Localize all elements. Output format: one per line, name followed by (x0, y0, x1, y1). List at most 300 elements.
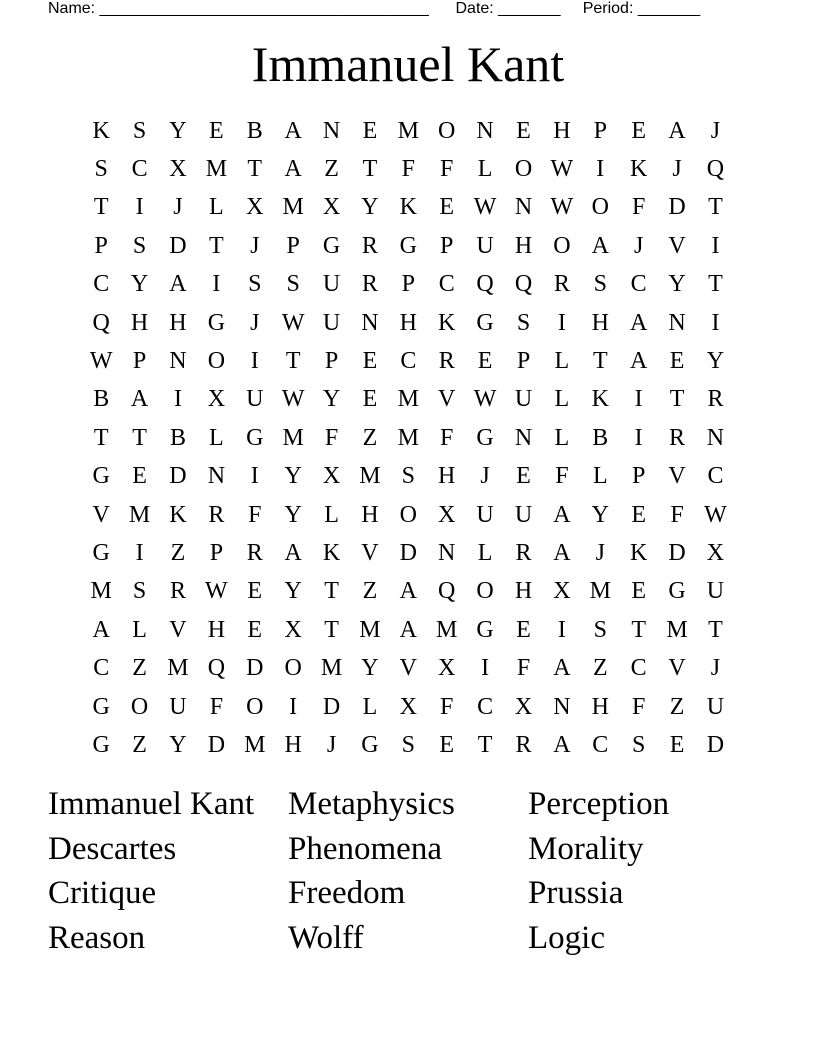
grid-letter: S (286, 271, 300, 298)
grid-letter: M (436, 616, 458, 643)
grid-letter: G (246, 424, 264, 451)
grid-row (82, 726, 735, 764)
grid-letter: C (630, 655, 647, 682)
grid-letter: A (92, 616, 110, 643)
grid-letter: N (322, 117, 341, 144)
grid-row (82, 496, 735, 534)
grid-row (82, 573, 735, 611)
grid-letter: V (668, 232, 686, 259)
grid-letter: K (92, 117, 110, 144)
grid-letter: I (557, 616, 566, 643)
grid-letter: H (591, 309, 609, 336)
grid-letter: E (439, 731, 455, 758)
grid-letter: G (399, 232, 417, 259)
grid-letter: G (476, 616, 494, 643)
grid-letter: L (362, 693, 378, 720)
grid-letter: K (438, 309, 456, 336)
grid-letter: C (438, 271, 455, 298)
grid-letter: U (169, 693, 187, 720)
grid-letter: G (207, 309, 226, 336)
grid-letter: Q (92, 309, 110, 336)
grid-letter: H (514, 578, 533, 605)
grid-letter: S (132, 232, 147, 259)
grid-letter: I (135, 539, 144, 566)
grid-letter: O (207, 348, 226, 375)
grid-letter: H (399, 309, 417, 336)
grid-letter: W (473, 386, 497, 413)
grid-letter: E (516, 117, 531, 144)
grid-letter: V (361, 539, 379, 566)
grid-letter: Z (170, 539, 186, 566)
grid-letter: K (322, 539, 341, 566)
grid-letter: P (94, 232, 108, 259)
grid-letter: T (324, 616, 339, 643)
grid-letter: T (708, 271, 723, 298)
grid-letter: B (169, 424, 186, 451)
grid-letter: I (634, 424, 643, 451)
grid-letter: M (244, 731, 266, 758)
grid-letter: L (209, 424, 224, 451)
grid-letter: E (209, 117, 224, 144)
grid-letter: X (284, 616, 302, 643)
grid-letter: X (169, 156, 187, 183)
grid-letter: A (553, 731, 571, 758)
grid-letter: B (93, 386, 110, 413)
grid-letter: G (92, 731, 110, 758)
grid-letter: F (209, 693, 224, 720)
grid-letter: R (438, 348, 455, 375)
grid-letter: M (359, 463, 381, 490)
grid-letter: I (711, 309, 720, 336)
grid-letter: E (669, 348, 685, 375)
grid-letter: M (397, 424, 419, 451)
grid-letter: A (399, 578, 417, 605)
grid-letter: M (589, 578, 611, 605)
grid-letter: Y (591, 501, 609, 528)
grid-letter: T (592, 348, 608, 375)
grid-letter: F (401, 156, 415, 183)
grid-letter: Y (706, 348, 725, 375)
page-title: Immanuel Kant (251, 36, 565, 92)
grid-letter: U (246, 386, 264, 413)
grid-letter: A (591, 232, 609, 259)
grid-letter: K (169, 501, 187, 528)
grid-letter: J (250, 232, 260, 259)
grid-letter: T (247, 156, 263, 183)
word-list-item: Wolff (288, 920, 364, 957)
word-list-item: Freedom (288, 875, 406, 912)
grid-letter: J (710, 655, 721, 682)
grid-letter: G (476, 309, 494, 336)
grid-letter: J (250, 309, 260, 336)
grid-letter: W (550, 194, 574, 221)
grid-letter: Y (284, 463, 302, 490)
grid-letter: A (668, 117, 686, 144)
grid-letter: X (246, 194, 264, 221)
grid-letter: B (246, 117, 263, 144)
grid-letter: C (592, 731, 609, 758)
grid-letter: L (132, 616, 147, 643)
grid-letter: R (515, 731, 532, 758)
grid-letter: T (362, 156, 378, 183)
grid-letter: O (438, 117, 456, 144)
grid-letter: R (553, 271, 570, 298)
grid-letter: U (706, 693, 725, 720)
grid-row (82, 649, 735, 687)
grid-letter: E (669, 731, 685, 758)
date-line: _______ (493, 0, 561, 17)
grid-letter: V (169, 616, 187, 643)
grid-letter: N (553, 693, 571, 720)
grid-letter: Q (514, 271, 533, 298)
grid-letter: E (439, 194, 455, 221)
grid-letter: R (361, 232, 378, 259)
date-label: Date: (455, 0, 494, 17)
grid-letter: P (516, 348, 531, 375)
grid-letter: T (93, 194, 109, 221)
grid-letter: F (324, 424, 339, 451)
grid-letter: H (438, 463, 456, 490)
grid-letter: K (399, 194, 417, 221)
grid-letter: E (631, 117, 646, 144)
grid-letter: T (324, 578, 339, 605)
period-line: _______ (633, 0, 701, 17)
grid-row (82, 150, 735, 188)
grid-letter: D (706, 731, 725, 758)
grid-letter: D (399, 539, 417, 566)
grid-letter: J (480, 463, 490, 490)
grid-letter: O (284, 655, 302, 682)
grid-row (82, 611, 735, 649)
grid-letter: U (322, 309, 341, 336)
grid-letter: V (668, 655, 686, 682)
grid-letter: R (246, 539, 263, 566)
grid-letter: L (592, 463, 608, 490)
word-list-item: Prussia (528, 875, 624, 912)
grid-letter: R (515, 539, 532, 566)
grid-letter: J (633, 232, 644, 259)
grid-letter: X (514, 693, 533, 720)
grid-letter: R (361, 271, 378, 298)
grid-letter: Z (362, 424, 378, 451)
grid-letter: M (397, 117, 419, 144)
grid-letter: S (401, 731, 415, 758)
grid-letter: P (209, 539, 224, 566)
grid-letter: X (322, 194, 341, 221)
grid-letter: F (631, 194, 646, 221)
grid-letter: V (92, 501, 110, 528)
grid-letter: C (131, 156, 148, 183)
grid-letter: L (209, 194, 224, 221)
grid-letter: D (207, 731, 226, 758)
grid-letter: U (322, 271, 341, 298)
grid-letter: C (400, 348, 417, 375)
grid-row (82, 688, 735, 726)
word-list-item: Phenomena (288, 830, 442, 867)
word-list-item: Perception (528, 786, 670, 822)
grid-row (82, 189, 735, 227)
grid-letter: N (169, 348, 187, 375)
grid-letter: D (169, 232, 187, 259)
grid-letter: F (440, 156, 454, 183)
grid-row (82, 227, 735, 265)
grid-letter: I (250, 463, 259, 490)
grid-letter: N (361, 309, 379, 336)
grid-letter: Y (130, 271, 149, 298)
grid-letter: J (710, 117, 721, 144)
grid-letter: H (514, 232, 533, 259)
grid-letter: Z (362, 578, 378, 605)
grid-row (82, 534, 735, 572)
grid-letter: Q (207, 655, 226, 682)
grid-letter: A (284, 117, 302, 144)
grid-letter: N (706, 424, 725, 451)
grid-letter: P (631, 463, 646, 490)
grid-letter: K (629, 156, 648, 183)
grid-letter: H (284, 731, 302, 758)
grid-letter: Y (284, 578, 302, 605)
grid-letter: H (207, 616, 226, 643)
grid-letter: T (669, 386, 685, 413)
grid-letter: V (668, 463, 686, 490)
grid-letter: H (130, 309, 149, 336)
grid-letter: E (247, 578, 263, 605)
grid-letter: G (92, 463, 110, 490)
grid-letter: R (169, 578, 186, 605)
grid-row (82, 419, 735, 457)
grid-letter: Y (284, 501, 302, 528)
grid-letter: X (399, 693, 417, 720)
grid-letter: J (595, 539, 605, 566)
grid-letter: O (553, 232, 571, 259)
grid-letter: R (208, 501, 225, 528)
grid-letter: C (93, 271, 110, 298)
grid-letter: C (630, 271, 647, 298)
grid-letter: O (246, 693, 264, 720)
grid-letter: S (94, 156, 108, 183)
grid-letter: G (668, 578, 686, 605)
grid-letter: C (477, 693, 494, 720)
grid-letter: F (440, 693, 454, 720)
grid-letter: L (324, 501, 339, 528)
grid-row (82, 266, 735, 304)
grid-letter: J (326, 731, 337, 758)
word-list (48, 782, 768, 961)
grid-letter: X (553, 578, 571, 605)
grid-letter: G (476, 424, 494, 451)
grid-letter: N (476, 117, 494, 144)
grid-letter: R (669, 424, 686, 451)
grid-letter: G (361, 731, 379, 758)
grid-letter: A (399, 616, 417, 643)
grid-letter: P (593, 117, 607, 144)
grid-letter: F (248, 501, 262, 528)
grid-letter: A (629, 348, 648, 375)
grid-letter: I (135, 194, 144, 221)
word-list-item: Metaphysics (288, 786, 455, 822)
grid-letter: K (629, 539, 648, 566)
grid-letter: T (708, 194, 723, 221)
grid-letter: L (554, 386, 570, 413)
period-label: Period: (582, 0, 634, 17)
grid-letter: M (320, 655, 343, 682)
grid-letter: L (477, 539, 493, 566)
grid-letter: E (132, 463, 147, 490)
word-list-item: Logic (528, 920, 605, 957)
grid-letter: S (132, 117, 147, 144)
grid-letter: K (591, 386, 609, 413)
word-list-item: Reason (48, 920, 146, 957)
grid-letter: W (550, 156, 574, 183)
grid-letter: W (704, 501, 727, 528)
grid-letter: I (711, 232, 720, 259)
grid-letter: M (282, 194, 304, 221)
grid-letter: Y (361, 655, 379, 682)
grid-letter: I (212, 271, 221, 298)
grid-letter: H (553, 117, 571, 144)
grid-letter: I (173, 386, 182, 413)
grid-letter: C (707, 463, 724, 490)
grid-letter: T (708, 616, 723, 643)
letter-grid (82, 112, 735, 765)
grid-letter: L (554, 348, 570, 375)
grid-row (82, 112, 735, 150)
grid-letter: Q (476, 271, 494, 298)
grid-letter: W (473, 194, 497, 221)
grid-letter: L (477, 156, 493, 183)
grid-letter: X (207, 386, 226, 413)
grid-letter: X (706, 539, 725, 566)
grid-letter: M (359, 616, 381, 643)
grid-letter: U (706, 578, 725, 605)
grid-letter: T (631, 616, 646, 643)
name-line: _____________________________________ (95, 0, 429, 17)
grid-letter: S (248, 271, 262, 298)
grid-letter: P (286, 232, 300, 259)
grid-letter: Y (322, 386, 341, 413)
grid-letter: J (672, 156, 682, 183)
grid-letter: E (362, 117, 378, 144)
grid-letter: A (553, 501, 571, 528)
grid-letter: O (591, 194, 609, 221)
grid-letter: H (361, 501, 379, 528)
grid-letter: E (362, 348, 378, 375)
grid-letter: X (438, 655, 456, 682)
grid-letter: O (514, 156, 533, 183)
grid-letter: T (477, 731, 493, 758)
grid-letter: Y (668, 271, 686, 298)
grid-letter: O (399, 501, 417, 528)
grid-letter: O (476, 578, 494, 605)
grid-letter: F (670, 501, 684, 528)
grid-letter: E (631, 501, 646, 528)
grid-letter: W (281, 309, 305, 336)
grid-letter: M (282, 424, 304, 451)
grid-letter: E (516, 463, 531, 490)
grid-letter: F (555, 463, 569, 490)
word-list-item: Descartes (48, 830, 177, 867)
grid-letter: S (593, 271, 607, 298)
grid-letter: G (322, 232, 341, 259)
grid-letter: J (173, 194, 183, 221)
grid-letter: Z (132, 731, 147, 758)
grid-letter: W (205, 578, 228, 605)
grid-letter: Y (361, 194, 379, 221)
grid-letter: W (89, 348, 113, 375)
grid-letter: E (362, 386, 378, 413)
grid-letter: S (593, 616, 607, 643)
grid-letter: E (477, 348, 493, 375)
grid-letter: P (401, 271, 415, 298)
grid-letter: M (397, 386, 419, 413)
grid-letter: M (90, 578, 112, 605)
grid-letter: G (92, 693, 110, 720)
grid-letter: U (514, 501, 533, 528)
grid-letter: Q (438, 578, 456, 605)
grid-letter: D (668, 194, 686, 221)
grid-letter: D (322, 693, 341, 720)
grid-letter: S (516, 309, 531, 336)
grid-letter: P (440, 232, 454, 259)
grid-letter: U (476, 501, 494, 528)
grid-letter: A (553, 655, 571, 682)
grid-letter: F (631, 693, 646, 720)
grid-letter: M (167, 655, 189, 682)
grid-letter: M (205, 156, 228, 183)
grid-letter: F (440, 424, 454, 451)
grid-letter: T (93, 424, 109, 451)
grid-letter: O (130, 693, 149, 720)
grid-letter: L (554, 424, 570, 451)
grid-letter: D (169, 463, 187, 490)
grid-letter: X (438, 501, 456, 528)
grid-letter: T (209, 232, 224, 259)
grid-letter: P (132, 348, 147, 375)
grid-letter: Z (324, 156, 339, 183)
grid-letter: Z (592, 655, 608, 682)
grid-letter: N (514, 424, 533, 451)
grid-letter: Y (169, 117, 187, 144)
grid-letter: X (322, 463, 341, 490)
grid-letter: Y (169, 731, 187, 758)
word-list-item: Morality (528, 830, 644, 867)
grid-letter: F (516, 655, 531, 682)
grid-letter: H (591, 693, 609, 720)
grid-letter: E (631, 578, 646, 605)
name-label: Name: (48, 0, 96, 17)
grid-letter: A (284, 156, 302, 183)
grid-letter: Z (132, 655, 147, 682)
word-list-item: Immanuel Kant (48, 786, 255, 822)
grid-letter: A (284, 539, 302, 566)
grid-letter: U (476, 232, 494, 259)
grid-letter: V (399, 655, 417, 682)
grid-letter: Z (669, 693, 685, 720)
grid-letter: V (438, 386, 456, 413)
word-list-item: Critique (48, 875, 157, 912)
grid-letter: I (557, 309, 566, 336)
grid-letter: A (553, 539, 571, 566)
grid-letter: I (289, 693, 298, 720)
grid-letter: N (207, 463, 226, 490)
grid-letter: E (247, 616, 263, 643)
grid-letter: A (169, 271, 187, 298)
grid-letter: I (634, 386, 643, 413)
grid-letter: N (668, 309, 686, 336)
grid-letter: T (285, 348, 301, 375)
grid-letter: R (707, 386, 724, 413)
grid-letter: N (438, 539, 456, 566)
